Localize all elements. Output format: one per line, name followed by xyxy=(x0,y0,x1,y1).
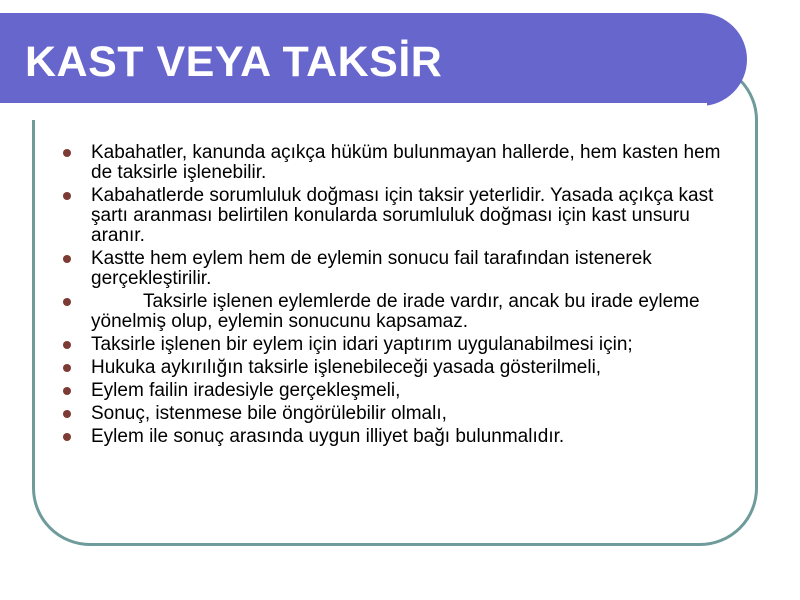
bullet-text: Kastte hem eylem hem de eylemin sonucu fail tarafından istenerek gerçekleştirilir. xyxy=(91,248,652,289)
round-bullet-icon xyxy=(63,255,71,263)
bullet-item xyxy=(60,381,740,401)
bullet-item xyxy=(60,404,740,424)
bullet-text: Eylem failin iradesiyle gerçekleşmeli, xyxy=(91,380,401,401)
bullet-text: Taksirle işlenen eylemlerde de irade vardır, ancak bu irade eyleme yönelmiş olup, eylemin sonucunu kapsamaz. xyxy=(91,291,700,332)
bullet-item xyxy=(60,143,740,183)
bullet-item xyxy=(60,249,740,289)
bullet-text: Sonuç, istenmese bile öngörülebilir olmalı, xyxy=(91,403,447,424)
bullet-item xyxy=(60,335,740,355)
bullet-item xyxy=(60,427,740,447)
bullet-item xyxy=(60,358,740,378)
bullet-item xyxy=(60,186,740,246)
bullet-text: Taksirle işlenen bir eylem için idari yaptırım uygulanabilmesi için; xyxy=(91,334,633,355)
round-bullet-icon xyxy=(63,149,71,157)
round-bullet-icon xyxy=(63,341,71,349)
bullet-text: Hukuka aykırılığın taksirle işlenebileceği yasada gösterilmeli, xyxy=(91,357,602,378)
title-underline xyxy=(0,103,707,106)
round-bullet-icon xyxy=(63,387,71,395)
title-bar-separator xyxy=(0,106,748,120)
round-bullet-icon xyxy=(63,192,71,200)
bullet-text: Eylem ile sonuç arasında uygun illiyet bağı bulunmalıdır. xyxy=(91,426,565,447)
bullet-list xyxy=(60,143,740,450)
round-bullet-icon xyxy=(63,433,71,441)
bullet-text: Kabahatler, kanunda açıkça hüküm bulunmayan hallerde, hem kasten hem de taksirle işlenebilir. xyxy=(91,142,721,183)
round-bullet-icon xyxy=(63,410,71,418)
bullet-text: Kabahatlerde sorumluluk doğması için taksir yeterlidir. Yasada açıkça kast şartı aranması belirtilen konularda sorumluluk doğması için kast unsuru aranır. xyxy=(91,185,714,246)
slide-title: KAST VEYA TAKSİR xyxy=(25,38,443,86)
round-bullet-icon xyxy=(63,364,71,372)
bullet-item xyxy=(60,292,740,332)
round-bullet-icon xyxy=(63,298,71,306)
